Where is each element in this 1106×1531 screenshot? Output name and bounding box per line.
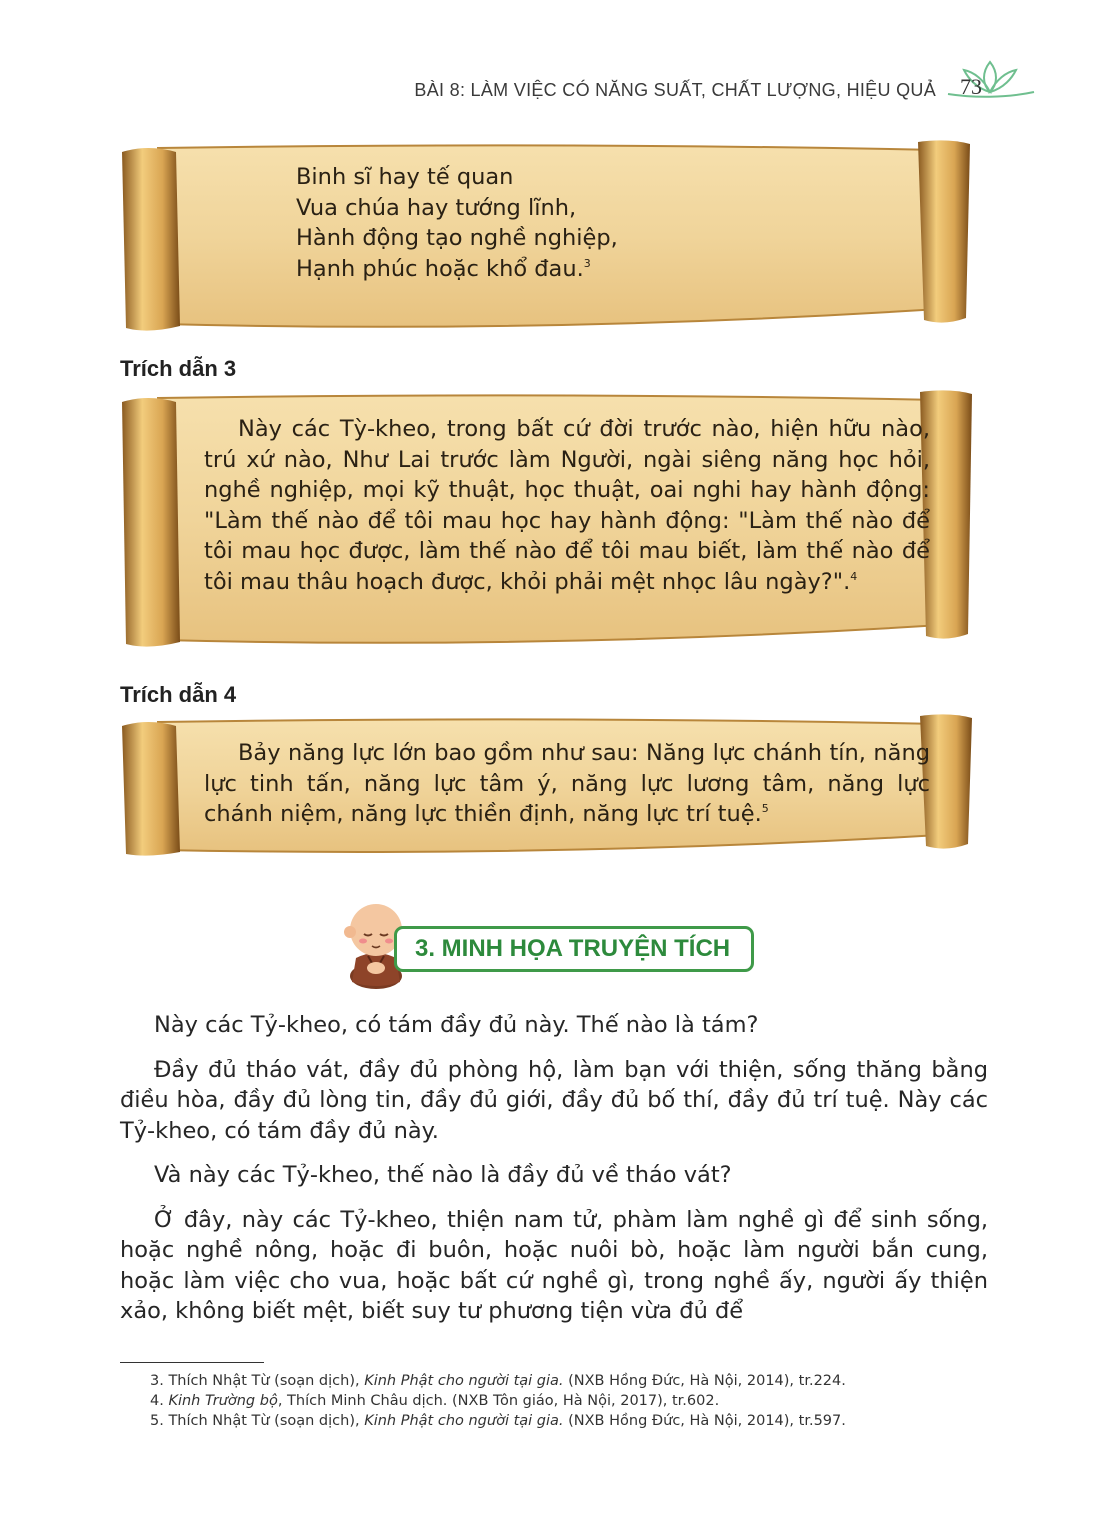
page-header (0, 74, 1106, 118)
quote3-scroll (118, 388, 980, 650)
poem-line: Vua chúa hay tướng lĩnh, (296, 194, 577, 221)
footnote-ref: 4 (850, 569, 858, 583)
footnote: 5. Thích Nhật Từ (soạn dịch), Kinh Phật cho người tại gia. (NXB Hồng Đức, Hà Nội, 2014), tr.597. (150, 1413, 846, 1429)
lotus-icon (944, 58, 1036, 102)
quote4-text: Bảy năng lực lớn bao gồm như sau: Năng lực chánh tín, năng lực tinh tấn, năng lực tâm ý, năng lực lương tâm, năng lực chánh niệm, năng lực thiền định, năng lực trí tuệ.$^5$ (204, 740, 930, 827)
section-title-box (394, 926, 754, 972)
paragraph: Và này các Tỷ-kheo, thế nào là đầy đủ về tháo vát? (154, 1162, 732, 1188)
footnote-ref: 3 (583, 256, 591, 270)
footnote-divider (120, 1362, 264, 1363)
chapter-title: BÀI 8: LÀM VIỆC CÓ NĂNG SUẤT, CHẤT LƯỢNG, HIỆU QUẢ (414, 80, 936, 100)
footnote-ref: 5 (761, 802, 769, 815)
footnotes (150, 1371, 846, 1431)
section-title: 3. MINH HỌA TRUYỆN TÍCH (415, 935, 731, 962)
quote4-scroll (118, 712, 980, 858)
poem-line: Hạnh phúc hoặc khổ đau.$^3$ (296, 255, 591, 282)
poem-line: Binh sĩ hay tế quan (296, 164, 514, 190)
section-heading (338, 898, 768, 988)
paragraph: Này các Tỷ-kheo, có tám đầy đủ này. Thế nào là tám? (154, 1012, 759, 1038)
poem-scroll (118, 138, 978, 334)
footnote: 3. Thích Nhật Từ (soạn dịch), Kinh Phật cho người tại gia. (NXB Hồng Đức, Hà Nội, 2014), tr.224. (150, 1373, 846, 1389)
paragraph: Ở đây, này các Tỷ-kheo, thiện nam tử, phàm làm nghề gì để sinh sống, hoặc nghề nông, hoặc đi buôn, hoặc nuôi bò, hoặc làm người bắn cung, hoặc làm việc cho vua, hoặc bất cứ nghề gì, trong nghề ấy, người ấy thiện xảo, không biết mệt, biết suy tư phương tiện vừa đủ để (120, 1206, 988, 1324)
quote-heading: Trích dẫn 4 (120, 682, 237, 707)
quote-heading: Trích dẫn 3 (120, 356, 237, 381)
quote3-text: Này các Tỳ-kheo, trong bất cứ đời trước nào, hiện hữu nào, trú xứ nào, Như Lai trước làm Người, ngài siêng năng học hỏi, nghề nghiệp, mọi kỹ thuật, học thuật, oai nghi hay hành động: "Làm thế nào để tôi mau học hay hành động: "Làm thế nào để tôi mau học được, làm thế nào để tôi mau biết, làm thế nào để tôi mau thâu hoạch được, khỏi phải mệt nhọc lâu ngày?".$^4$ (204, 416, 930, 595)
footnote: 4. Kinh Trường bộ, Thích Minh Châu dịch. (NXB Tôn giáo, Hà Nội, 2017), tr.602. (150, 1393, 720, 1409)
body-text (120, 1010, 988, 1341)
poem-line: Hành động tạo nghề nghiệp, (296, 225, 618, 251)
page-number: 73 (960, 74, 982, 99)
paragraph: Đầy đủ tháo vát, đầy đủ phòng hộ, làm bạn với thiện, sống thăng bằng điều hòa, đầy đủ lòng tin, đầy đủ giới, đầy đủ bố thí, đầy đủ trí tuệ. Này các Tỷ-kheo, có tám đầy đủ này. (120, 1056, 988, 1144)
poem-text (296, 162, 618, 284)
